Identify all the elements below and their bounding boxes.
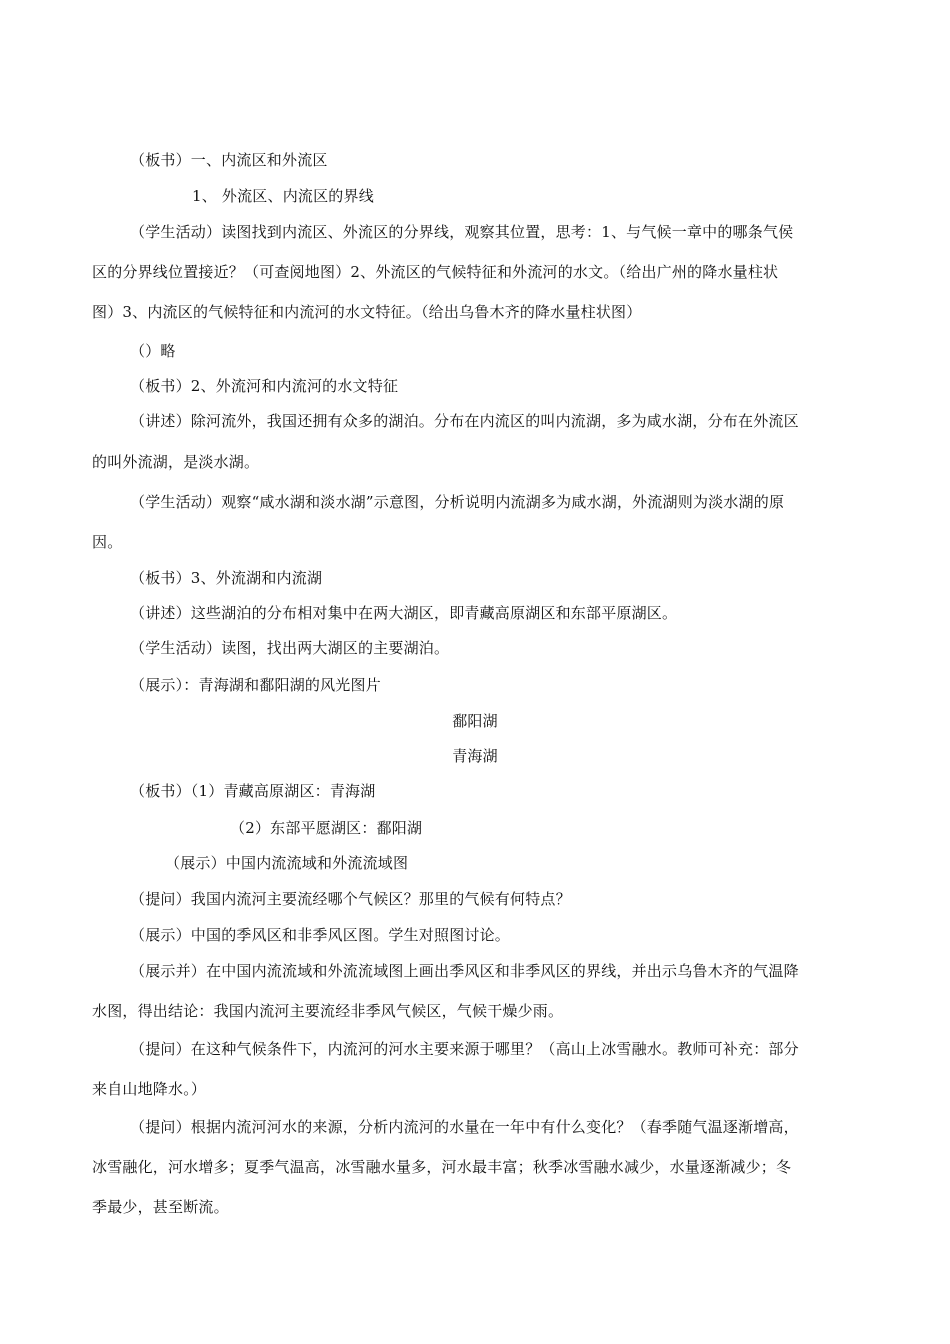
paragraph-line: （提问）在这种气候条件下，内流河的河水主要来源于哪里？（高山上冰雪融水。教师可补充：部分 xyxy=(130,1040,799,1058)
paragraph-line: 因。 xyxy=(92,533,123,551)
paragraph-line: 冰雪融化，河水增多；夏季气温高，冰雪融水量多，河水最丰富；秋季冰雪融水减少，水量逐渐减少；冬 xyxy=(92,1158,792,1176)
paragraph-line: 水图，得出结论：我国内流河主要流经非季风气候区，气候干燥少雨。 xyxy=(92,1002,564,1020)
image-caption-qinghai: 青海湖 xyxy=(452,747,498,765)
paragraph-line: （提问）根据内流河河水的来源，分析内流河的水量在一年中有什么变化？（春季随气温逐渐增高， xyxy=(130,1118,799,1136)
subheading-boundary: 1、 外流区、内流区的界线 xyxy=(192,187,374,205)
heading-hydrology: （板书）2、外流河和内流河的水文特征 xyxy=(130,377,399,395)
image-caption-poyang: 鄱阳湖 xyxy=(452,712,498,730)
paragraph-line: （学生活动）观察“咸水湖和淡水湖”示意图，分析说明内流湖多为咸水湖，外流湖则为淡水湖的原 xyxy=(130,493,785,511)
board-note-line: （2）东部平愿湖区：鄱阳湖 xyxy=(230,819,423,837)
paragraph-line: （学生活动）读图找到内流区、外流区的分界线，观察其位置，思考：1、与气候一章中的哪条气侯 xyxy=(130,223,794,241)
paragraph-line: （展示并）在中国内流流域和外流流域图上画出季风区和非季风区的界线，并出示乌鲁木齐的气温降 xyxy=(130,962,799,980)
paragraph-line: 来自山地降水。） xyxy=(92,1080,207,1098)
heading-lakes: （板书）3、外流湖和内流湖 xyxy=(130,569,323,587)
paragraph-line: 季最少，甚至断流。 xyxy=(92,1198,229,1216)
paragraph-line: （展示）：青海湖和鄱阳湖的风光图片 xyxy=(130,676,381,694)
paragraph-line: 图）3、内流区的气候特征和内流河的水文特征。（给出乌鲁木齐的降水量柱状图） xyxy=(92,303,642,321)
paragraph-line: 的叫外流湖，是淡水湖。 xyxy=(92,453,260,471)
board-note-line: （板书）（1）青藏高原湖区：青海湖 xyxy=(130,782,376,800)
paragraph-line: （展示）中国内流流域和外流流域图 xyxy=(165,854,409,872)
paragraph-line: （讲述）除河流外，我国还拥有众多的湖泊。分布在内流区的叫内流湖，多为咸水湖，分布在外流区 xyxy=(130,412,799,430)
paragraph-line: （学生活动）读图，找出两大湖区的主要湖泊。 xyxy=(130,639,450,657)
heading-inner-outer-region: （板书）一、内流区和外流区 xyxy=(130,151,328,169)
paragraph-line: （）略 xyxy=(130,342,176,360)
paragraph-line: （展示）中国的季风区和非季风区图。学生对照图讨论。 xyxy=(130,926,511,944)
paragraph-line: （提问）我国内流河主要流经哪个气候区？那里的气候有何特点？ xyxy=(130,890,571,908)
paragraph-line: （讲述）这些湖泊的分布相对集中在两大湖区，即青藏高原湖区和东部平原湖区。 xyxy=(130,604,678,622)
paragraph-line: 区的分界线位置接近？（可查阅地图）2、外流区的气候特征和外流河的水文。（给出广州的降水量柱状 xyxy=(92,263,779,281)
